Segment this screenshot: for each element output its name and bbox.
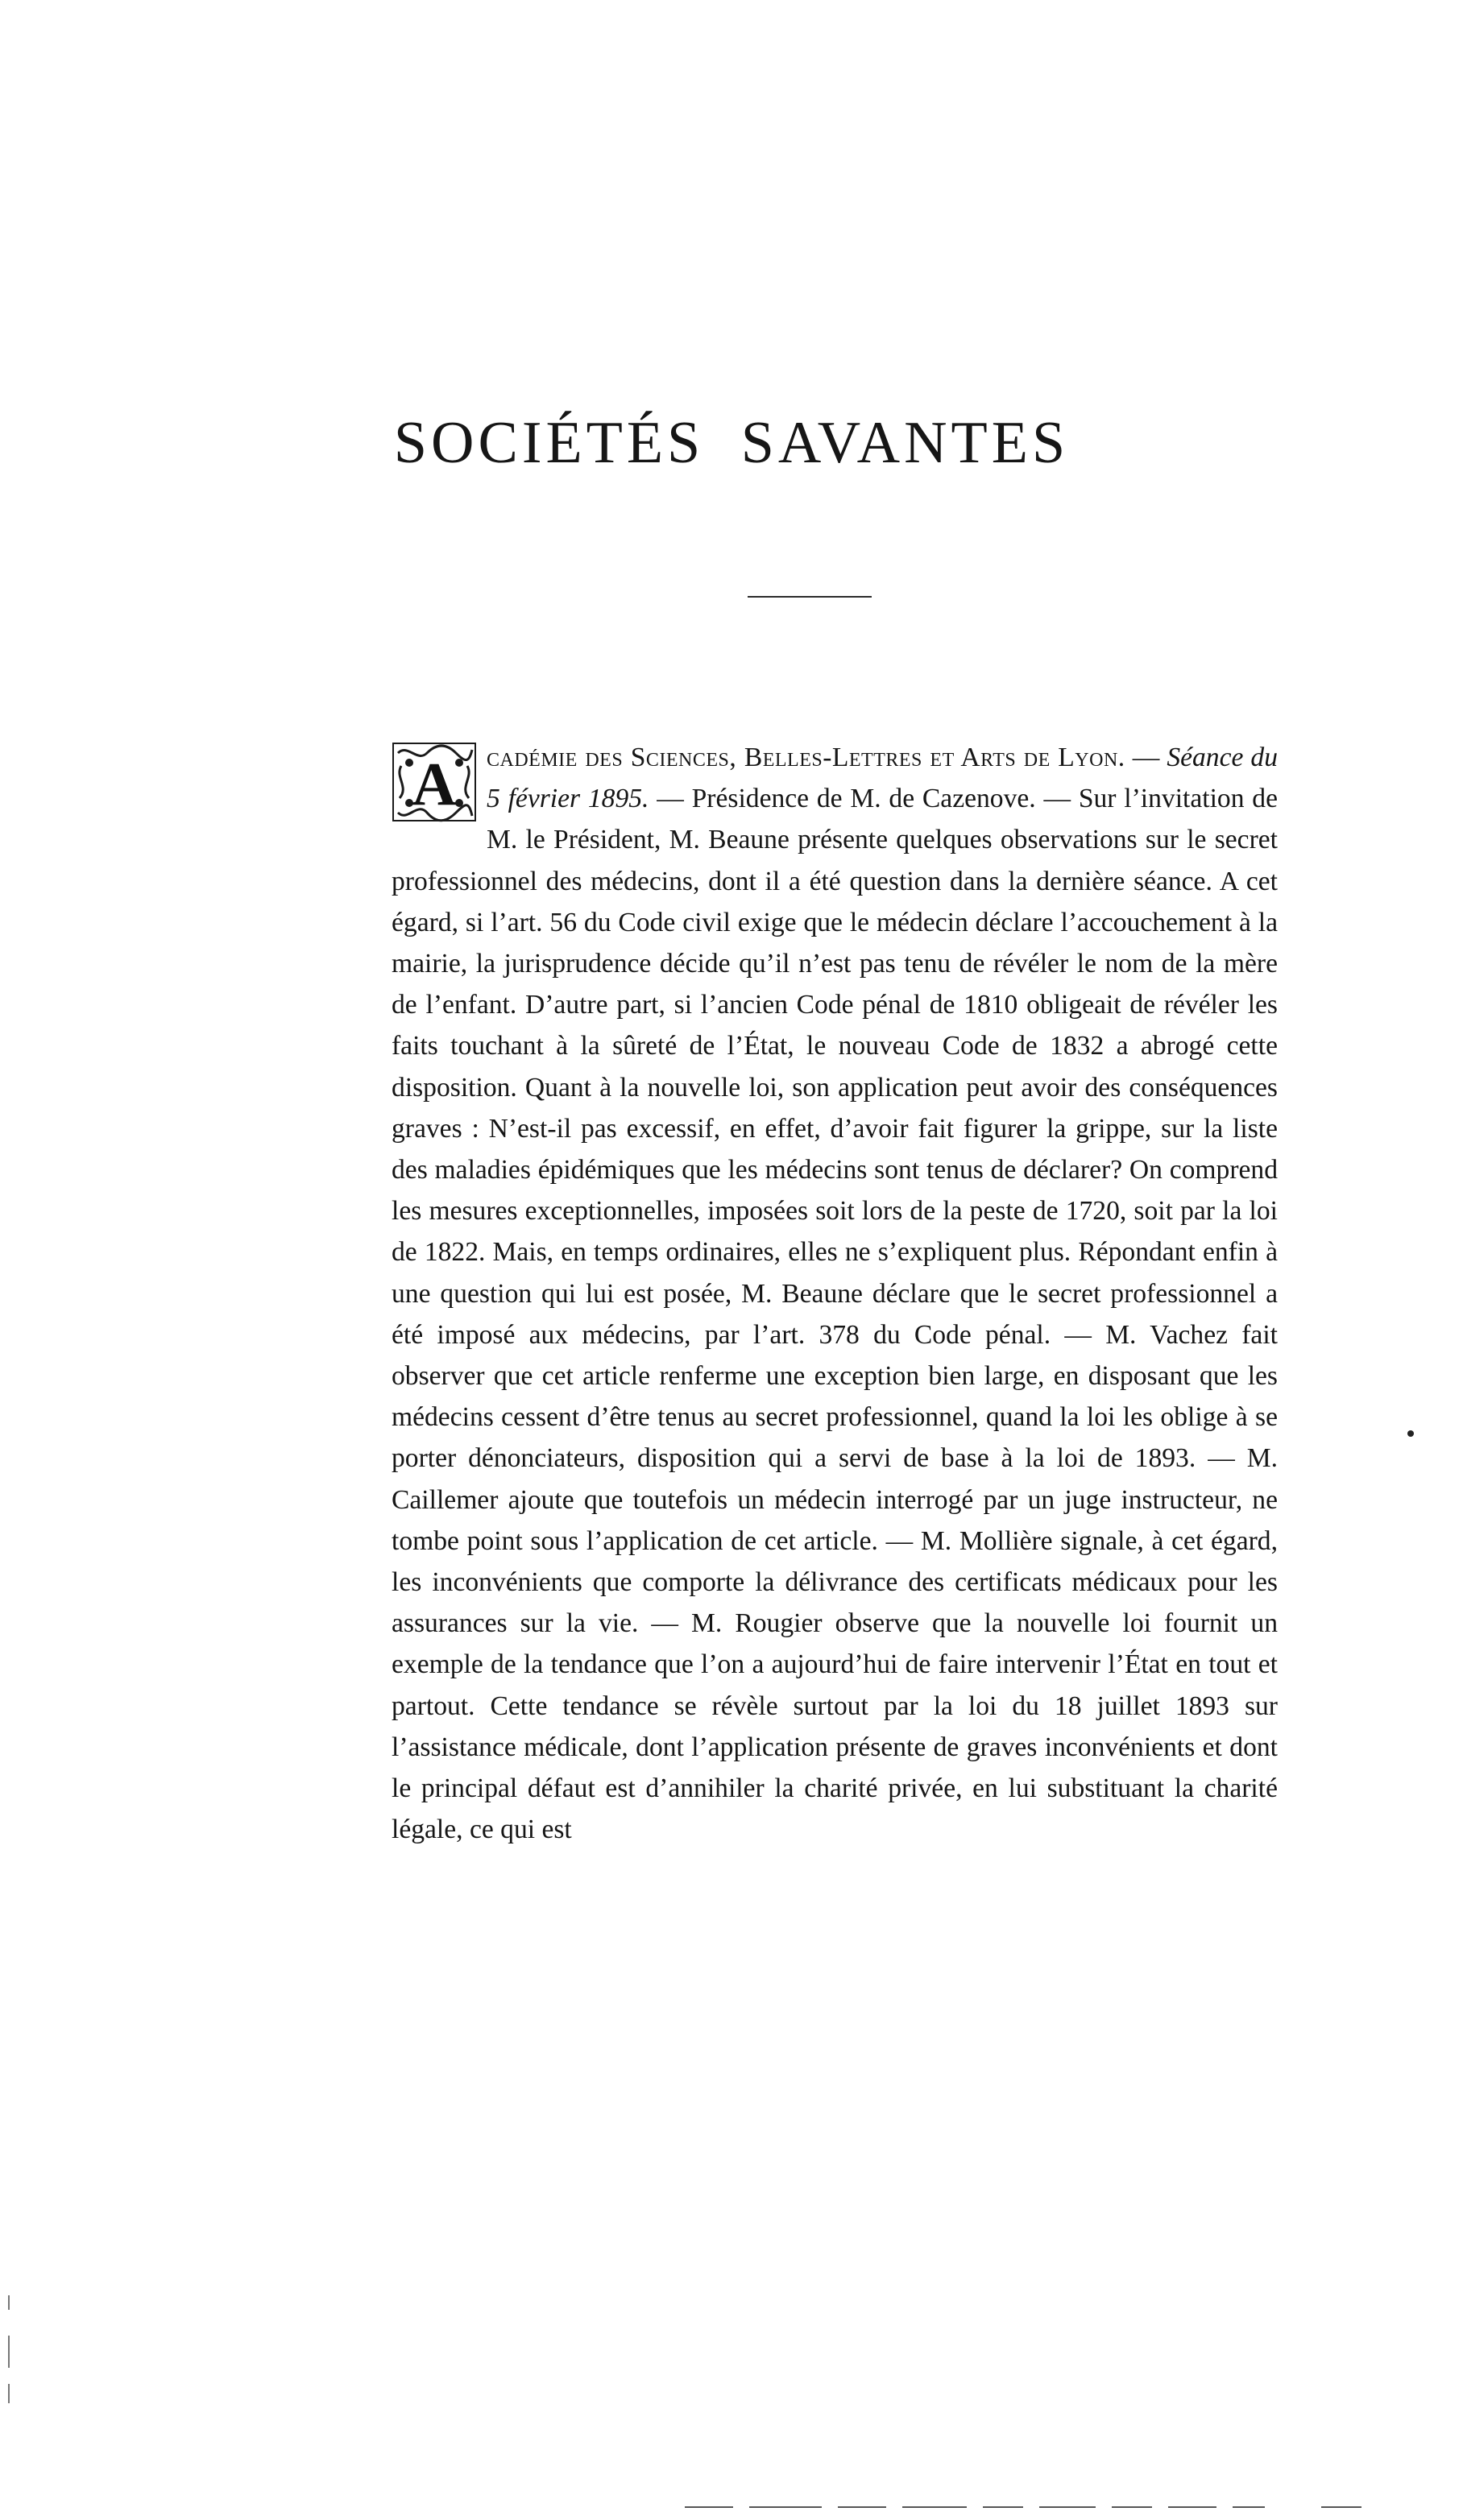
scan-mark (838, 2506, 886, 2508)
scan-mark (902, 2506, 967, 2508)
scan-mark (1039, 2506, 1096, 2508)
scan-mark (1233, 2506, 1265, 2508)
scan-mark (749, 2506, 822, 2508)
article-body (392, 737, 1278, 1850)
article-text: — Présidence de M. de Cazenove. — Sur l’invitation de M. le Président, M. Beaune présente quelques observations sur le secret professionnel des médecins, dont il a été question dans la dernière séance. A cet égard, si l’art. 56 du Code civil exige que le médecin déclare l’accouchement à la mairie, la jurisprudence décide qu’il n’est pas tenu de révéler le nom de la mère de l’enfant. D’autre part, si l’ancien Code pénal de 1810 obligeait de révéler les faits touchant à la sûreté de l’État, le nouveau Code de 1832 a abrogé cette disposition. Quant à la nouvelle loi, son application peut avoir des conséquences graves : N’est-il pas excessif, en effet, d’avoir fait figurer la grippe, sur la liste des maladies épidémiques que les médecins sont tenus de déclarer? On comprend les mesures exceptionnelles, imposées soit lors de la peste de 1720, soit par la loi de 1822. Mais, en temps ordinaires, elles ne s’expliquent plus. Répondant enfin à une question qui lui est posée, M. Beaune déclare que le secret professionnel a été imposé aux médecins, par l’art. 378 du Code pénal. — M. Vachez fait observer que cet article renferme une exception bien large, en disposant que les médecins cessent d’être tenus au secret professionnel, quand la loi les oblige à se porter dénonciateurs, disposition qui a servi de base à la loi de 1893. — M. Caillemer ajoute que toutefois un médecin interrogé par un juge instructeur, ne tombe point sous l’application de cet article. — M. Mollière signale, à cet égard, les inconvénients que comporte la délivrance des certificats médicaux pour les assurances sur la vie. — M. Rougier observe que la nouvelle loi fournit un exemple de la tendance que l’on a aujourd’hui de faire intervenir l’État en tout et partout. Cette tendance se révèle surtout par la loi du 18 juillet 1893 sur l’assistance médicale, dont l’application présente de graves inconvénients et dont le principal défaut est d’annihiler la charité privée, en lui substituant la charité légale, ce qui est (392, 784, 1278, 1845)
article-heading: cadémie des Sciences, Belles-Lettres et Arts de Lyon. (487, 743, 1125, 772)
scan-mark (1168, 2506, 1216, 2508)
scan-mark (8, 2384, 10, 2403)
scan-mark (983, 2506, 1023, 2508)
scan-mark (1112, 2506, 1152, 2508)
ornamental-dropcap-a (392, 742, 477, 822)
scan-speck (1407, 1430, 1414, 1437)
scan-mark (8, 2336, 10, 2368)
article-paragraph (392, 737, 1278, 1850)
page-title: SOCIÉTÉS SAVANTES (393, 410, 1070, 476)
svg-text:A: A (412, 751, 457, 818)
scan-mark (8, 2295, 10, 2310)
scan-mark (685, 2506, 733, 2508)
dropcap-ornament-icon (392, 742, 477, 822)
session-date: Séance du 5 février 1895. (487, 743, 1278, 814)
scan-mark (1321, 2506, 1361, 2508)
heading-dash: — (1125, 743, 1167, 772)
title-divider (748, 596, 872, 598)
